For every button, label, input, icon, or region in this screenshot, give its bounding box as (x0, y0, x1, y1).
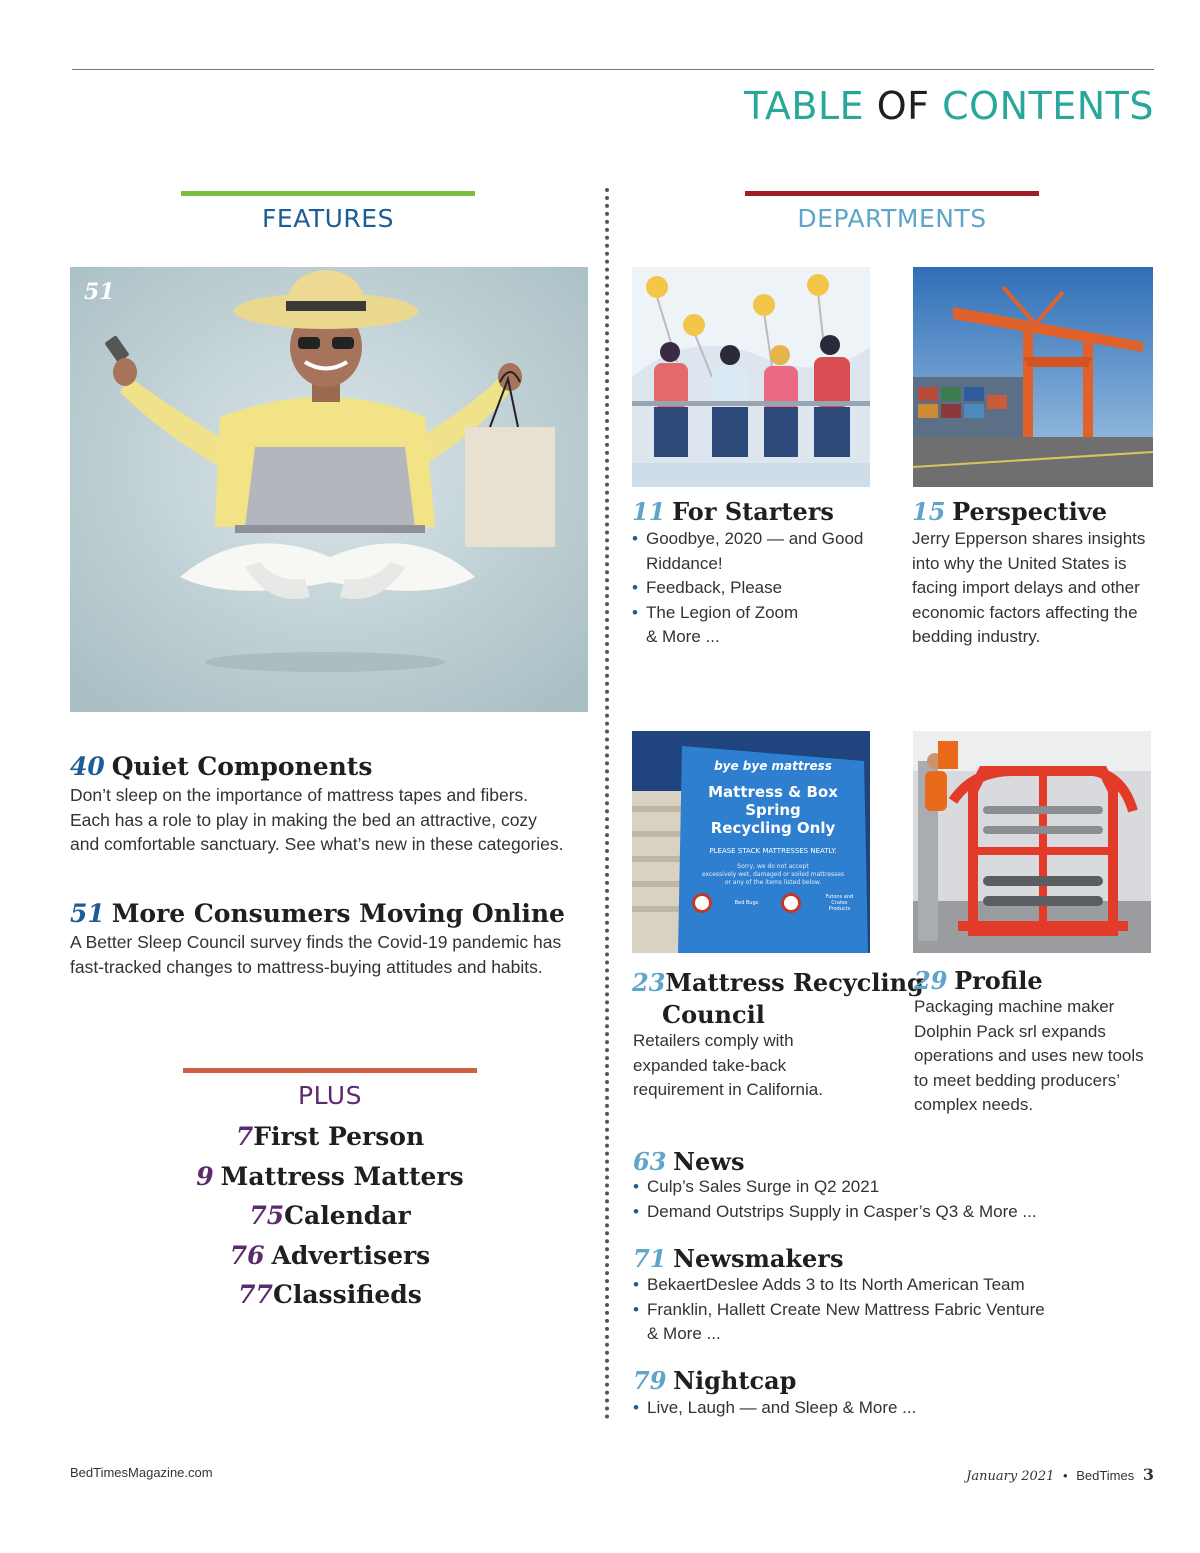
list-item: • Demand Outstrips Supply in Casper’s Q3 & More ... (633, 1200, 1153, 1225)
feature-description: A Better Sleep Council survey finds the Covid-19 pandemic has fast-tracked changes to mattress-buying attitudes and habits. (70, 932, 562, 977)
sign-line: Recycling Only (710, 819, 836, 837)
list-item: • Culp’s Sales Surge in Q2 2021 (633, 1175, 1153, 1200)
sign-line: or any of the items listed below. (724, 879, 822, 886)
footer-folio: January 2021 • BedTimes 3 (966, 1465, 1154, 1484)
features-heading: FEATURES (262, 204, 394, 233)
dept-title-for-starters: 11 For Starters (632, 497, 834, 526)
page-title: TABLE OF CONTENTS (744, 84, 1154, 128)
sign-icons (680, 893, 866, 913)
no-futons-icon (781, 893, 801, 913)
recycling-description: Retailers comply with expanded take-back requirement in California. (633, 1031, 823, 1099)
sign-icon-label: Bed Bugs (734, 900, 759, 906)
dept-title-news: 63 News (633, 1147, 745, 1176)
perspective-description: Jerry Epperson shares insights into why the United States is facing import delays and other economic factors affecting the bedding industry. (912, 529, 1146, 646)
dept-title-recycling: 23Mattress Recycling Council (632, 968, 924, 1029)
list-item: • Franklin, Hallett Create New Mattress Fabric Venture (633, 1298, 1153, 1323)
features-bar (181, 191, 475, 196)
for-starters-illustration (632, 267, 870, 487)
for-starters-list (632, 527, 872, 650)
sign-line: excessively wet, damaged or soiled mattresses (701, 871, 845, 878)
sign-text (680, 759, 866, 913)
dept-title-profile: 29 Profile (914, 966, 1043, 995)
sign-line: Sorry, we do not accept (737, 863, 809, 870)
dept-title-newsmakers: 71 Newsmakers (633, 1244, 844, 1273)
list-item: • Goodbye, 2020 — and Good Riddance! (632, 527, 872, 576)
sign-brand: bye bye mattress (714, 759, 832, 773)
dept-title-nightcap: 79 Nightcap (633, 1366, 797, 1395)
column-divider (605, 188, 609, 1420)
sign-icon-label: Futons and Crates Products (825, 894, 854, 912)
list-item: • BekaertDeslee Adds 3 to Its North American Team (633, 1273, 1153, 1298)
plus-item: 9 Mattress Matters (196, 1161, 464, 1191)
list-item: • Live, Laugh — and Sleep & More ... (633, 1396, 1153, 1421)
feature-title-quiet-components: 40 Quiet Components (70, 752, 373, 781)
feature-title-consumers-online: 51 More Consumers Moving Online (70, 899, 565, 928)
plus-item: 7First Person (235, 1122, 425, 1151)
more-text: & More ... (646, 627, 720, 646)
more-text: & More ... (647, 1324, 721, 1343)
list-item: • The Legion of Zoom (632, 601, 872, 626)
perspective-port-photo (913, 267, 1153, 487)
cover-page-number: 51 (84, 279, 115, 305)
dept-title-perspective: 15 Perspective (912, 497, 1107, 526)
news-list (633, 1175, 1153, 1224)
top-rule (72, 69, 1154, 70)
plus-heading: PLUS (298, 1081, 362, 1110)
plus-list (180, 1122, 480, 1320)
profile-description: Packaging machine maker Dolphin Pack srl expands operations and uses new tools to meet bedding producers’ complex needs. (914, 997, 1144, 1114)
nightcap-list (633, 1396, 1153, 1421)
footer-website: BedTimesMagazine.com (70, 1465, 213, 1480)
departments-heading: DEPARTMENTS (797, 204, 987, 233)
feature-description: Don’t sleep on the importance of mattress tapes and fibers. Each has a role to play in making the bed an attractive, cozy and comfortable sanctuary. See what’s new in these categories. (70, 785, 564, 854)
plus-bar (183, 1068, 477, 1073)
list-item: • Feedback, Please (632, 576, 872, 601)
plus-item: 76 Advertisers (229, 1240, 431, 1270)
sign-line: Mattress & Box Spring (708, 783, 838, 819)
features-cover-photo (70, 267, 588, 712)
departments-bar (745, 191, 1039, 196)
profile-machine-photo (913, 731, 1151, 953)
recycling-sign-photo (632, 731, 870, 953)
sign-line: PLEASE STACK MATTRESSES NEATLY. (709, 847, 837, 855)
newsmakers-list (633, 1273, 1153, 1347)
no-bed-bugs-icon (692, 893, 712, 913)
plus-item: 77Classifieds (238, 1280, 422, 1309)
plus-item: 75Calendar (249, 1201, 411, 1230)
